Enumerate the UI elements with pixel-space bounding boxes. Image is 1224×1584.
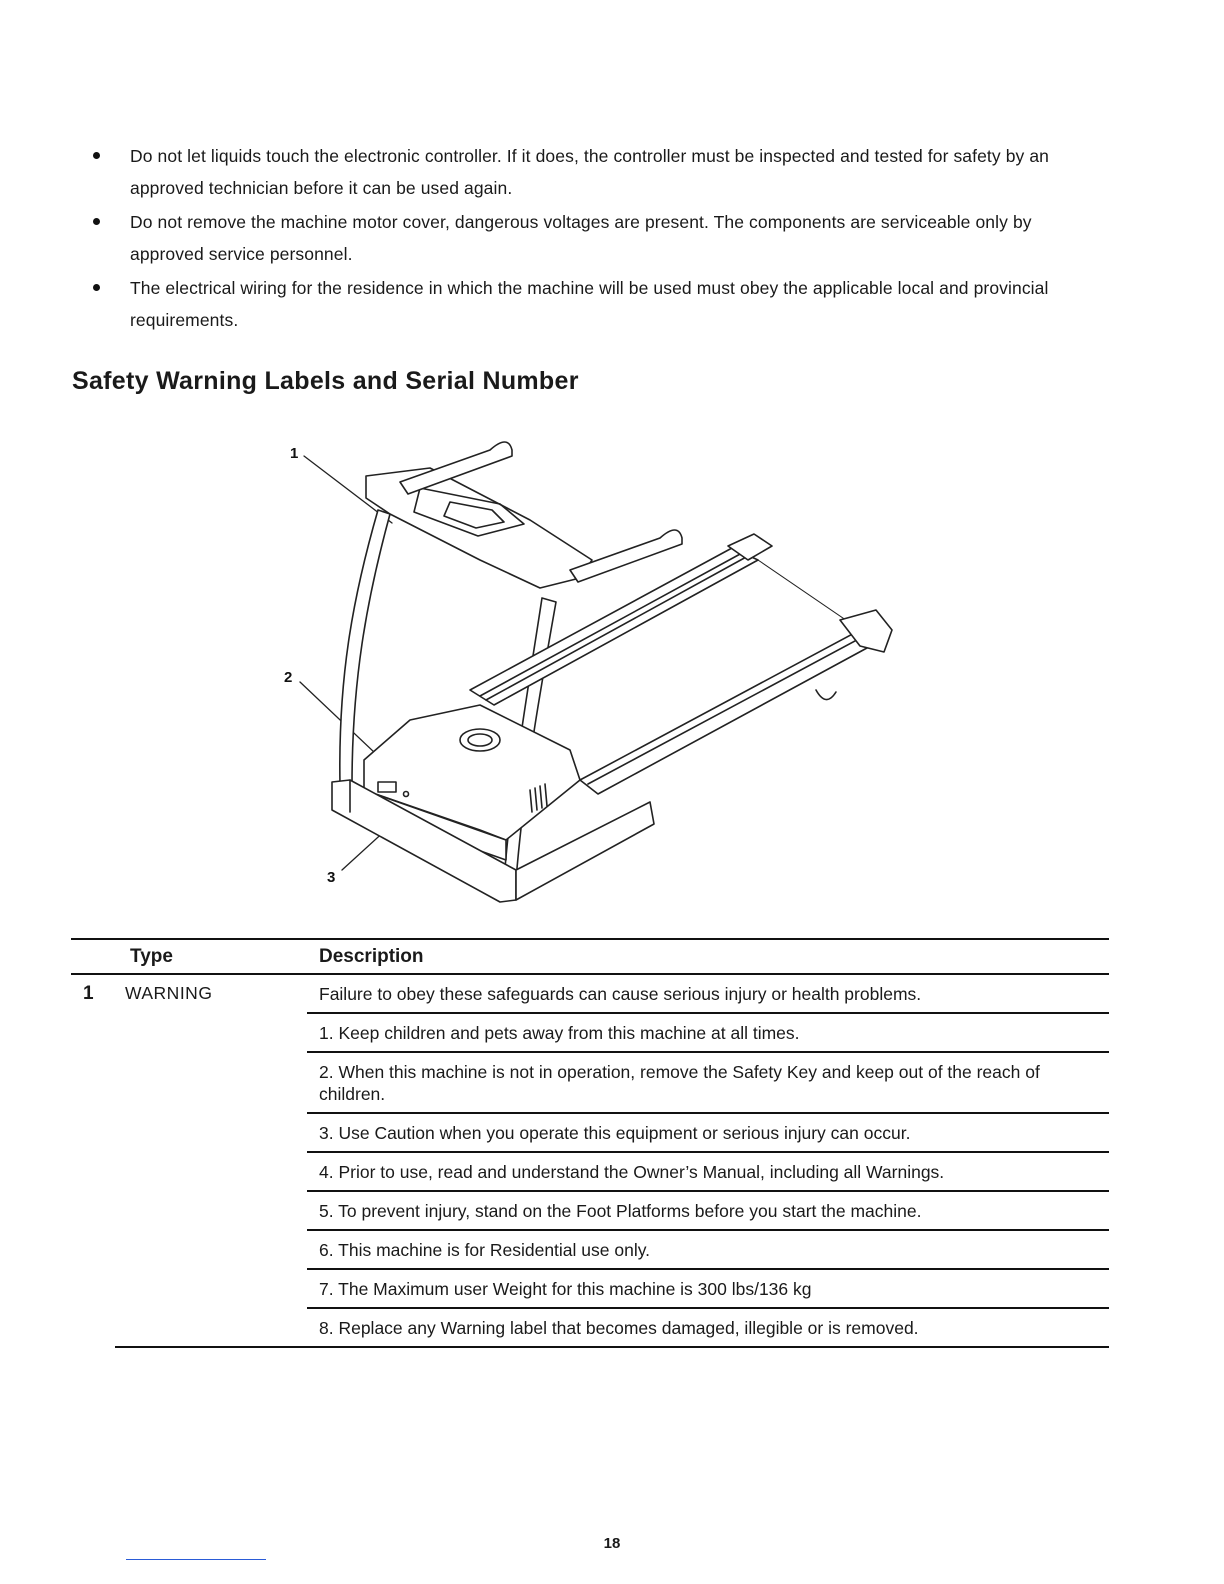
bullet-item: The electrical wiring for the residence in which the machine will be used must obey the applicable local and provincial requirements.: [88, 272, 1088, 336]
footer-link-underline[interactable]: [126, 1559, 266, 1560]
description-item: 8. Replace any Warning label that becomes damaged, illegible or is removed.: [307, 1309, 1109, 1348]
description-item: 5. To prevent injury, stand on the Foot Platforms before you start the machine.: [307, 1192, 1109, 1231]
callout-label-1: 1: [290, 445, 299, 462]
row-number: 1: [83, 983, 94, 1004]
section-title: Safety Warning Labels and Serial Number: [72, 367, 579, 395]
callout-label-2: 2: [284, 669, 293, 686]
bullet-dot-icon: [93, 284, 100, 291]
warning-labels-table: [71, 938, 1109, 1348]
description-item: 4. Prior to use, read and understand the Owner’s Manual, including all Warnings.: [307, 1153, 1109, 1192]
page-number: 18: [603, 1535, 621, 1552]
description-item: 7. The Maximum user Weight for this machine is 300 lbs/136 kg: [307, 1270, 1109, 1309]
safety-bullet-list: [88, 140, 1088, 338]
row-type: WARNING: [125, 983, 213, 1003]
description-item: 6. This machine is for Residential use only.: [307, 1231, 1109, 1270]
description-header: Description: [319, 946, 424, 967]
description-item: 2. When this machine is not in operation, remove the Safety Key and keep out of the reach of children.: [307, 1053, 1109, 1114]
type-header: Type: [130, 946, 173, 967]
description-item: Failure to obey these safeguards can cause serious injury or health problems.: [307, 975, 1109, 1014]
table-row: [71, 975, 1109, 1348]
bullet-dot-icon: [93, 218, 100, 225]
bullet-item: Do not remove the machine motor cover, dangerous voltages are present. The components are serviceable only by approved service personnel.: [88, 206, 1088, 270]
bullet-item: Do not let liquids touch the electronic controller. If it does, the controller must be inspected and tested for safety by an approved technician before it can be used again.: [88, 140, 1088, 204]
bullet-dot-icon: [93, 152, 100, 159]
table-header: [71, 940, 1109, 975]
callout-label-3: 3: [327, 869, 336, 886]
description-item: 3. Use Caution when you operate this equipment or serious injury can occur.: [307, 1114, 1109, 1153]
table-bottom-rule: [115, 1346, 1109, 1348]
cup-holder: [460, 729, 500, 751]
deck-rail-near: [580, 630, 878, 794]
treadmill-illustration: [280, 420, 920, 920]
description-item: 1. Keep children and pets away from this machine at all times.: [307, 1014, 1109, 1053]
description-list: [307, 975, 1109, 1348]
